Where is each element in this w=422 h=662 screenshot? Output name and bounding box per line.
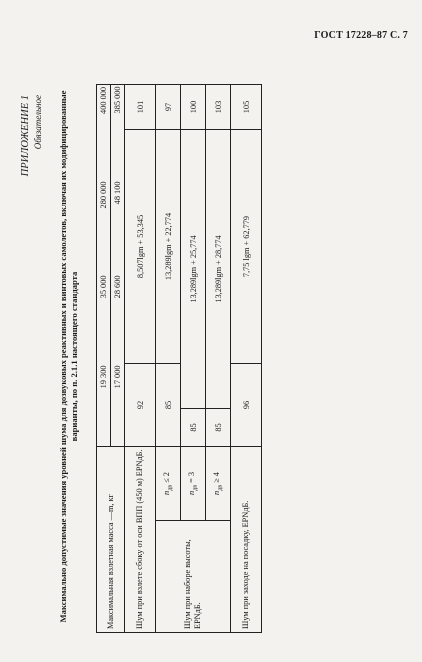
takeoff-max: 100 — [181, 84, 206, 129]
mass-tick: 17 000 — [111, 363, 125, 446]
table-caption: Максимально допустимые значения уровней шума для дозвуковых реактивных и винтовых самолетов, включая их модифицированные варианты, по п. 2.1.1 настоящего стандарта — [58, 90, 79, 623]
table-row-sideline — [125, 84, 156, 632]
takeoff-cond: $n_{дв} \le 2$ — [156, 446, 181, 520]
approach-label: Шум при заходе на посадку, EPNдБ. — [231, 446, 262, 632]
takeoff-max: 97 — [156, 84, 181, 129]
sideline-formula: 8,507lgm + 53,345 — [125, 129, 156, 363]
mass-tick: 35 000 — [97, 273, 111, 318]
mass-tick: 400 000 — [97, 84, 111, 129]
page-header: ГОСТ 17228–87 С. 7 — [314, 30, 408, 41]
approach-formula: 7,75 lgm + 62,779 — [231, 129, 262, 363]
appendix-title: ПРИЛОЖЕНИЕ 1 — [20, 95, 31, 177]
table-row-takeoff-2 — [156, 84, 181, 632]
takeoff-min: 85 — [206, 408, 231, 446]
appendix-heading — [20, 95, 44, 176]
takeoff-formula: 13,289lgm + 25,774 — [181, 129, 206, 408]
sideline-min: 92 — [125, 363, 156, 446]
takeoff-min: 85 — [156, 363, 181, 446]
sideline-max: 101 — [125, 84, 156, 129]
takeoff-min: 85 — [181, 408, 206, 446]
rotated-content — [2, 80, 412, 640]
takeoff-formula: 13,289lgm + 28,774 — [206, 129, 231, 408]
appendix-status: Обязательное — [33, 95, 43, 150]
takeoff-max: 103 — [206, 84, 231, 129]
noise-limits-table — [96, 84, 262, 633]
takeoff-cond: $n_{дв} \ge 4$ — [206, 446, 231, 520]
mass-tick: 19 300 — [97, 363, 111, 408]
takeoff-cond: $n_{дв} = 3$ — [181, 446, 206, 520]
table-row-approach — [231, 84, 262, 632]
takeoff-formula: 13,289lgm + 22,774 — [156, 129, 181, 363]
mass-tick: 280 000 — [97, 179, 111, 223]
approach-min: 96 — [231, 363, 262, 446]
mass-tick: 28 600 — [111, 273, 125, 363]
mass-label: Максимальная взлетная масса —m, кг — [97, 446, 125, 632]
mass-tick: 48 100 — [111, 179, 125, 273]
sideline-label: Шум при взлете сбоку от оси ВПП (450 м) EPNдБ. — [125, 446, 156, 632]
mass-header-row-top — [97, 84, 111, 632]
mass-tick: 385 000 — [111, 84, 125, 179]
takeoff-label: Шум при наборе высоты, EPNдБ. — [156, 521, 231, 633]
approach-max: 105 — [231, 84, 262, 129]
